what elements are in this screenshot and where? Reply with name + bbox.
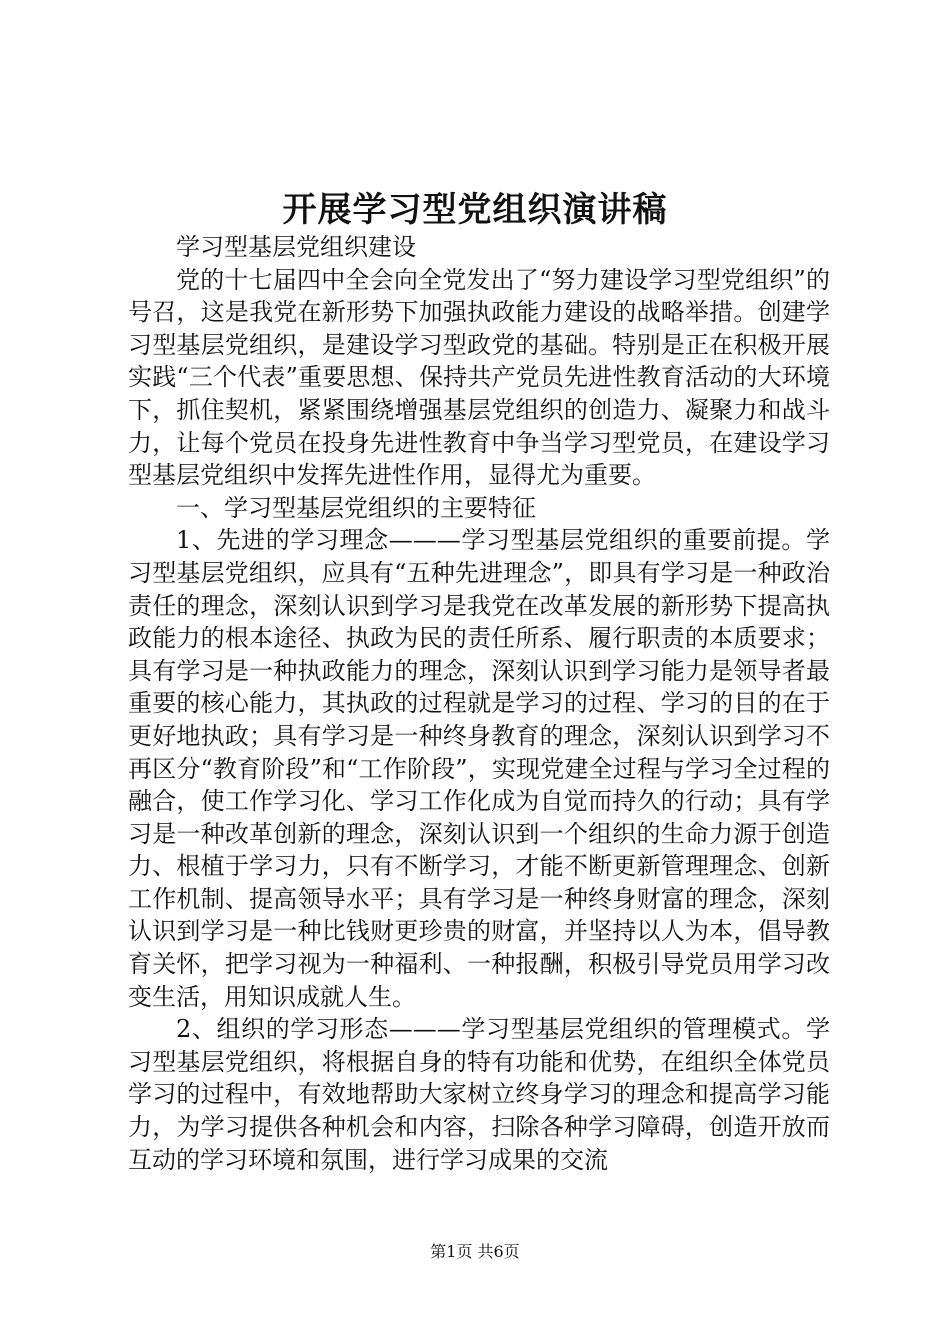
paragraph-point-2: 2、组织的学习形态———学习型基层党组织的管理模式。学习型基层党组织，将根据自身的特有功能和优势，在组织全体党员学习的过程中，有效地帮助大家树立终身学习的理念和提高学习能力，为学习提供各种机会和内容，扫除各种学习障碍，创造开放而互动的学习环境和氛围，进行学习成果的交流 (128, 1015, 830, 1174)
document-body (128, 231, 830, 1176)
paragraph-point-1: 1、先进的学习理念———学习型基层党组织的重要前提。学习型基层党组织，应具有“五种先进理念”，即具有学习是一种政治责任的理念，深刻认识到学习是我党在改革发展的新形势下提高执政能力的根本途径、执政为民的责任所系、履行职责的本质要求；具有学习是一种执政能力的理念，深刻认识到学习能力是领导者最重要的核心能力，其执政的过程就是学习的过程、学习的目的在于更好地执政；具有学习是一种终身教育的理念，深刻认识到学习不再区分“教育阶段”和“工作阶段”，实现党建全过程与学习全过程的融合，使工作学习化、学习工作化成为自觉而持久的行动；具有学习是一种改革创新的理念，深刻认识到一个组织的生命力源于创造力、根植于学习力，只有不断学习，才能不断更新管理理念、创新工作机制、提高领导水平；具有学习是一种终身财富的理念，深刻认识到学习是一种比钱财更珍贵的财富，并坚持以人为本，倡导教育关怀，把学习视为一种福利、一种报酬，积极引导党员用学习改变生活，用知识成就人生。 (128, 526, 830, 1011)
paragraph-subtitle: 学习型基层党组织建设 (176, 233, 416, 261)
paragraph-section-heading: 一、学习型基层党组织的主要特征 (176, 493, 536, 522)
document-title: 开展学习型党组织演讲稿 (282, 190, 668, 230)
paragraph-intro: 党的十七届四中全会向全党发出了“努力建设学习型党组织”的号召，这是我党在新形势下加强执政能力建设的战略举措。创建学习型基层党组织，是建设学习型政党的基础。特别是正在积极开展实践“三个代表”重要思想、保持共产党员先进性教育活动的大环境下，抓住契机，紧紧围绕增强基层党组织的创造力、凝聚力和战斗力，让每个党员在投身先进性教育中争当学习型党员，在建设学习型基层党组织中发挥先进性作用，显得尤为重要。 (128, 265, 830, 490)
page-footer: 第1页 共6页 (430, 1242, 520, 1261)
